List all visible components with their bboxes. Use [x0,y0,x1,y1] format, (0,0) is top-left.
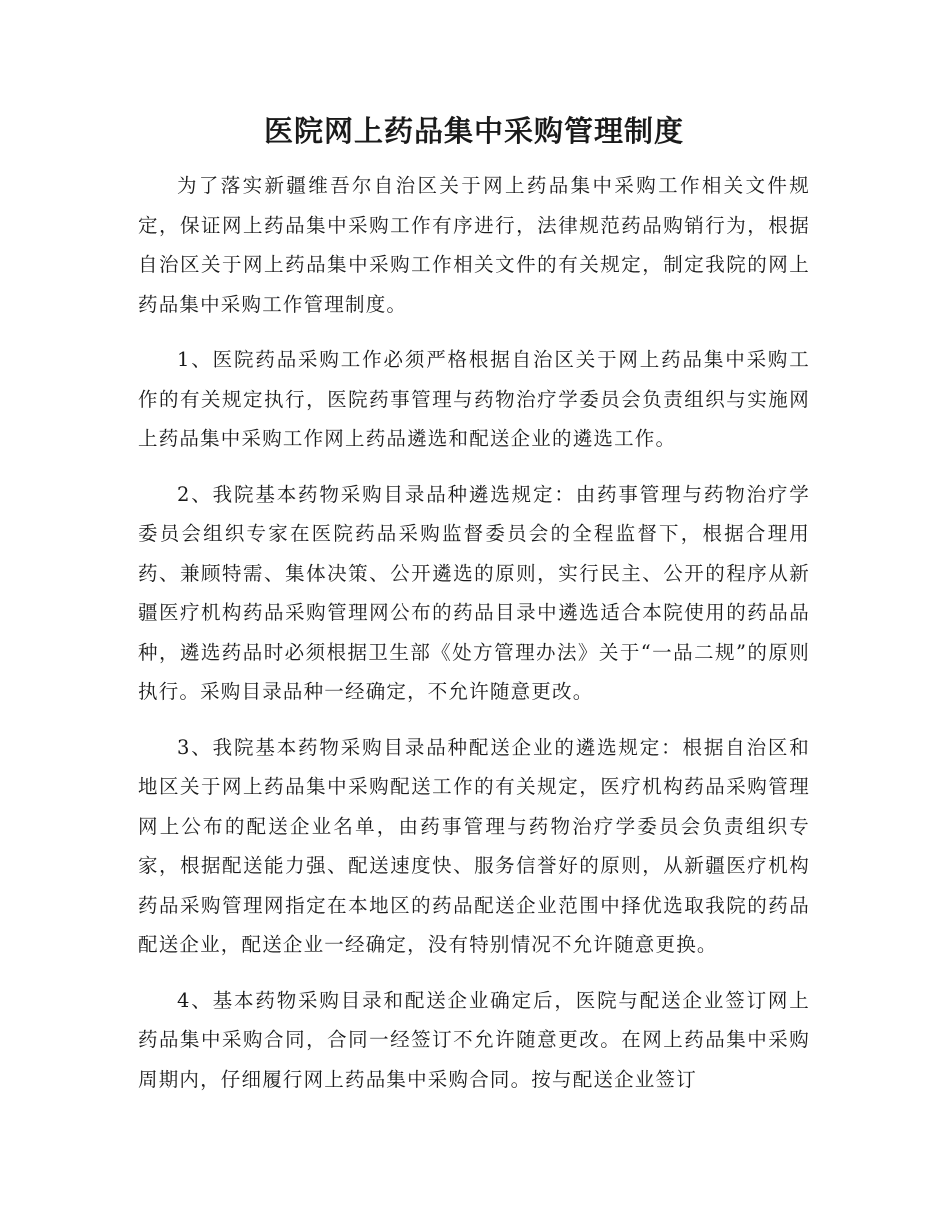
document-title: 医院网上药品集中采购管理制度 [263,114,684,148]
clause-2-paragraph: 2、我院基本药物采购目录品种遴选规定：由药事管理与药物治疗学委员会组织专家在医院药品采购监督委员会的全程监督下，根据合理用药、兼顾特需、集体决策、公开遴选的原则，实行民主、公开的程序从新疆医疗机构药品采购管理网公布的药品目录中遴选适合本院使用的药品品种，遴选药品时必须根据卫生部《处方管理办法》关于“一品二规”的原则执行。采购目录品种一经确定，不允许随意更改。 [138,482,810,703]
document-page [138,108,810,1115]
intro-paragraph: 为了落实新疆维吾尔自治区关于网上药品集中采购工作相关文件规定，保证网上药品集中采购工作有序进行，法律规范药品购销行为，根据自治区关于网上药品集中采购工作相关文件的有关规定，制定我院的网上药品集中采购工作管理制度。 [138,174,810,316]
clause-1-paragraph: 1、医院药品采购工作必须严格根据自治区关于网上药品集中采购工作的有关规定执行，医院药事管理与药物治疗学委员会负责组织与实施网上药品集中采购工作网上药品遴选和配送企业的遴选工作。 [138,348,810,450]
clause-3-paragraph: 3、我院基本药物采购目录品种配送企业的遴选规定：根据自治区和地区关于网上药品集中采购配送工作的有关规定，医疗机构药品采购管理网上公布的配送企业名单，由药事管理与药物治疗学委员会负责组织专家，根据配送能力强、配送速度快、服务信誉好的原则，从新疆医疗机构药品采购管理网指定在本地区的药品配送企业范围中择优选取我院的药品配送企业，配送企业一经确定，没有特别情况不允许随意更换。 [138,735,810,956]
clause-4-paragraph: 4、基本药物采购目录和配送企业确定后，医院与配送企业签订网上药品集中采购合同，合同一经签订不允许随意更改。在网上药品集中采购周期内，仔细履行网上药品集中采购合同。按与配送企业签订 [138,988,810,1091]
